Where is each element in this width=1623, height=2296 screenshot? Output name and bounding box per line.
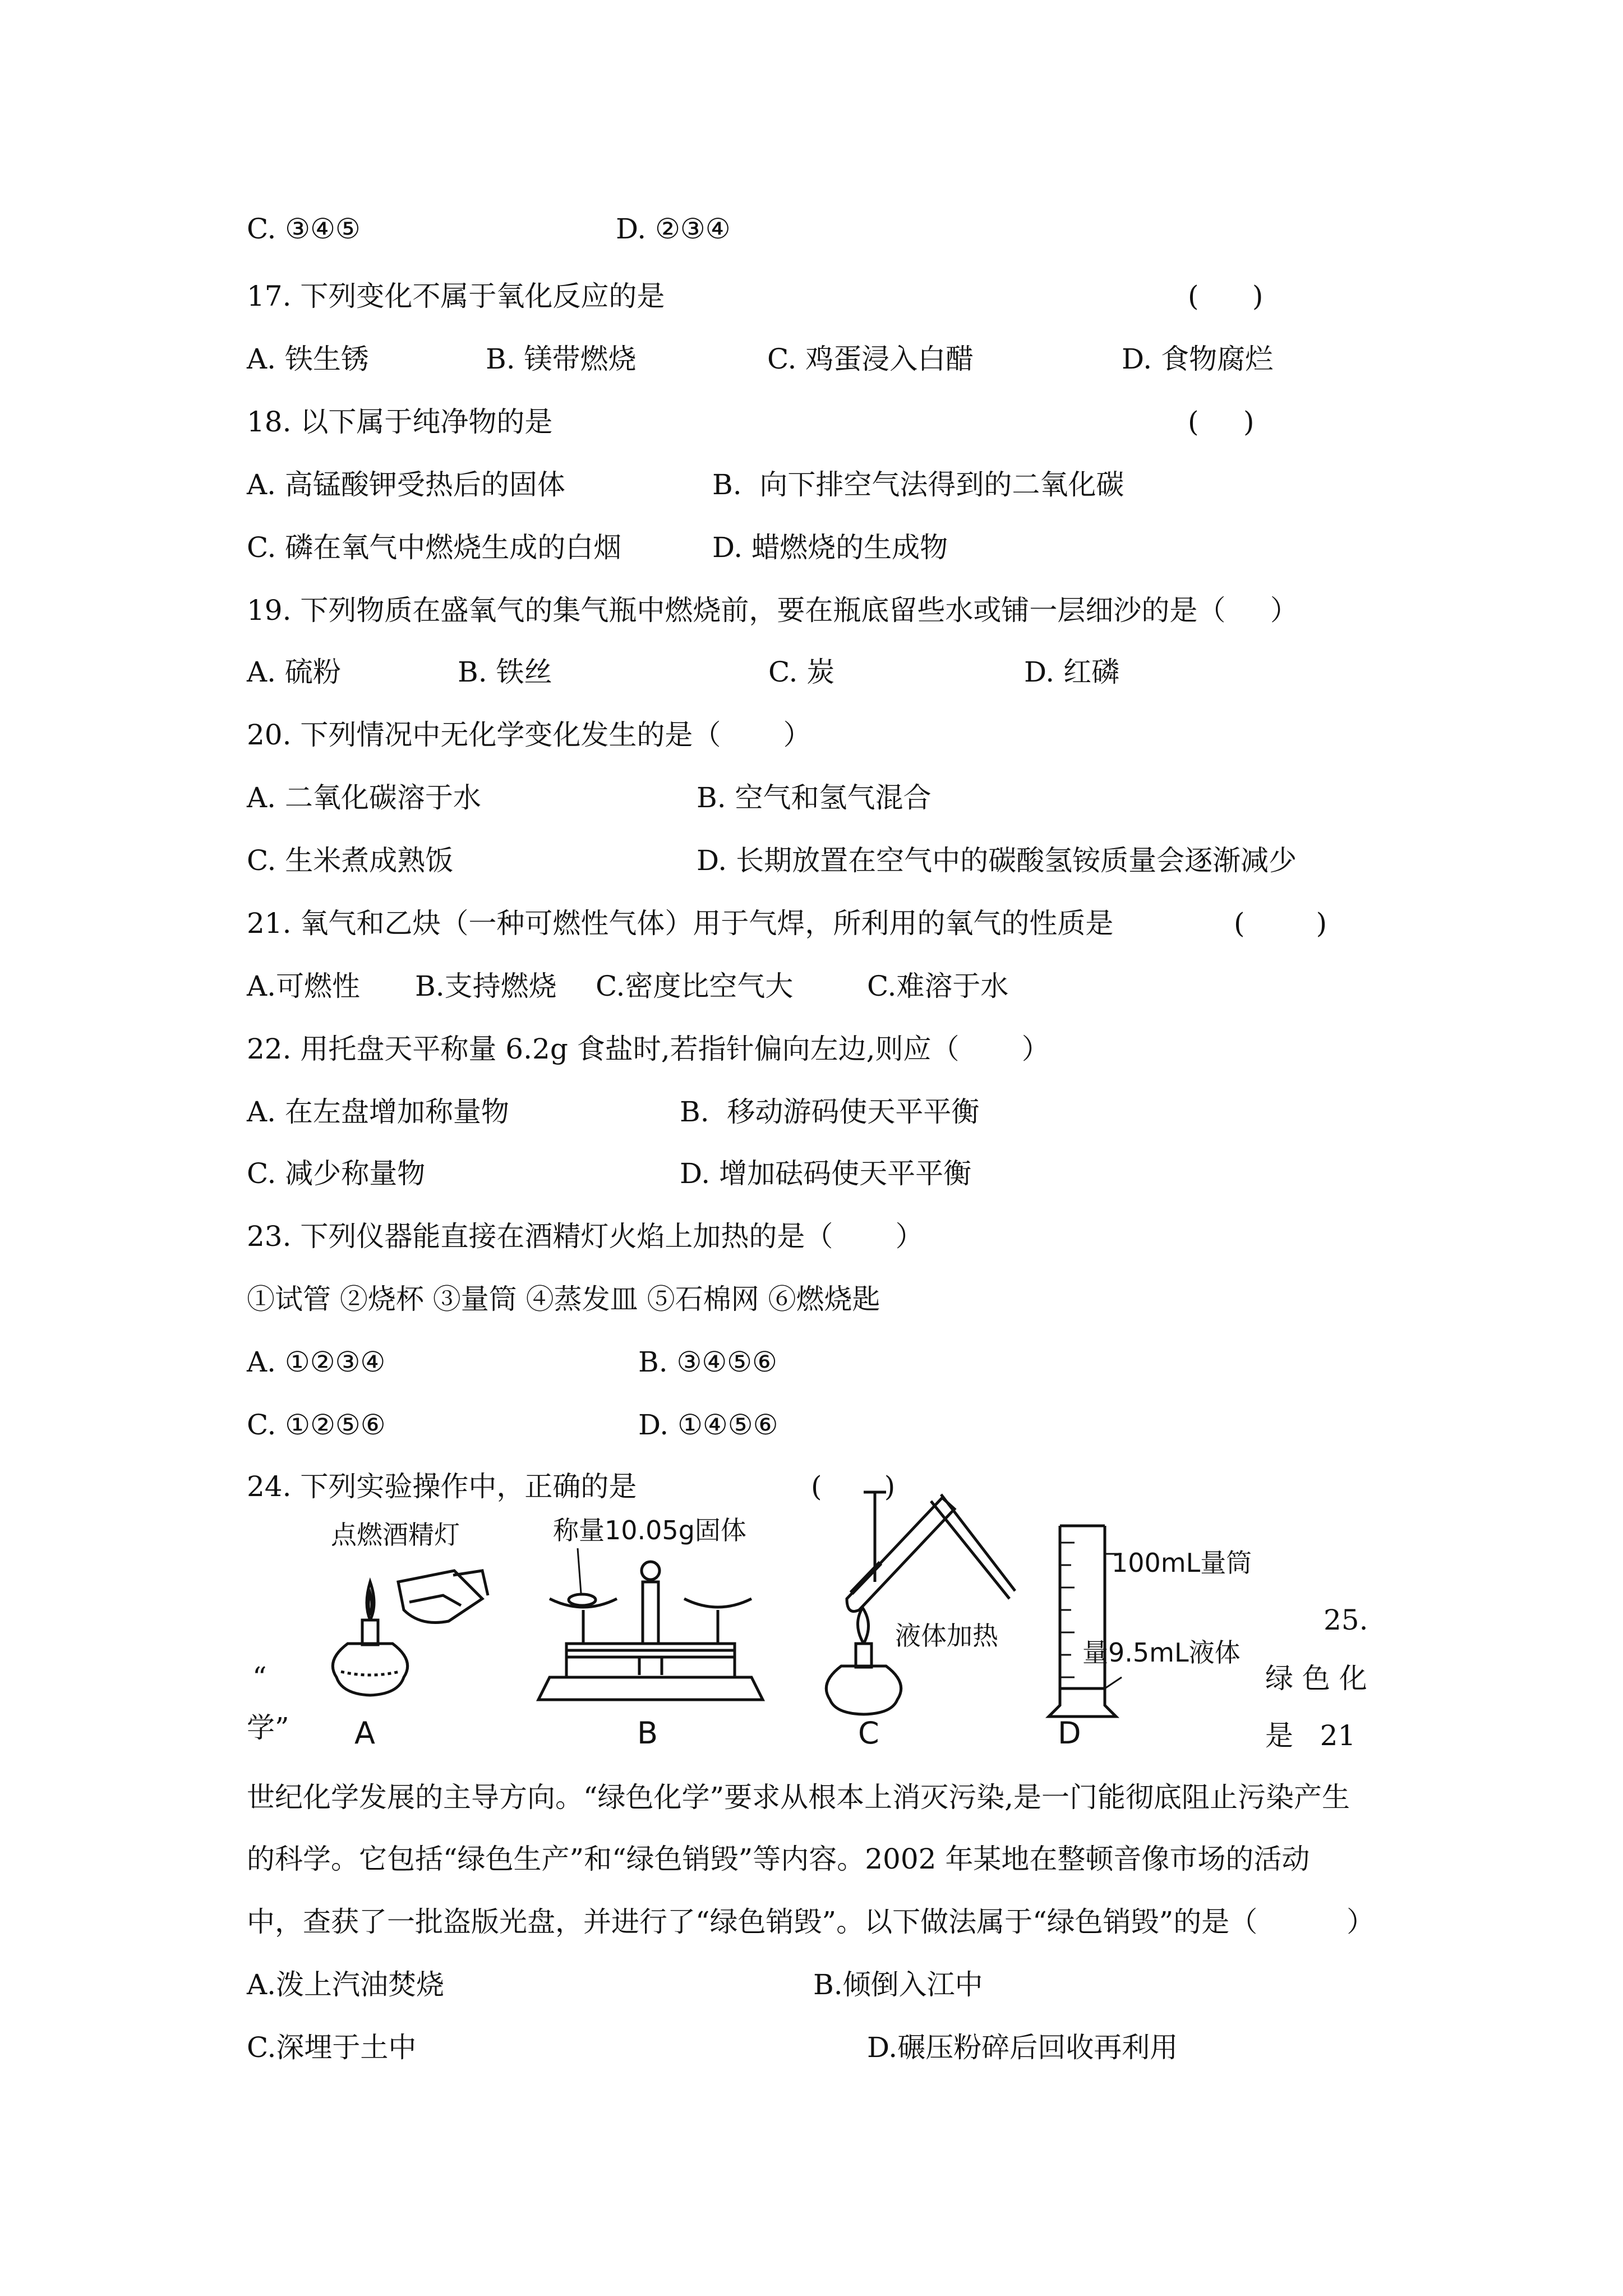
q22-option-c: C. 减少称量物: [247, 1157, 426, 1190]
q18-answer-paren: ( ): [1188, 406, 1255, 438]
q20-option-b: B. 空气和氢气混合: [697, 781, 932, 814]
q25-body-line-2: 的科学。它包括“绿色生产”和“绿色销毁”等内容。2002 年某地在整顿音像市场的活动: [247, 1843, 1310, 1875]
balance-scale-icon: [533, 1548, 774, 1717]
q23-option-b: B. ③④⑤⑥: [638, 1346, 777, 1378]
q25-number: 25.: [1324, 1604, 1368, 1636]
q19-option-c: C. 炭: [768, 656, 835, 688]
q24-stem: 24. 下列实验操作中，正确的是: [247, 1470, 637, 1503]
figure-label-c: C: [858, 1715, 879, 1751]
q23-stem: 23. 下列仪器能直接在酒精灯火焰上加热的是（ ）: [247, 1220, 924, 1253]
figure-label-a: A: [354, 1715, 375, 1751]
q25-option-b: B.倾倒入江中: [813, 1968, 983, 2001]
q20-option-d: D. 长期放置在空气中的碳酸氢铵质量会逐渐减少: [697, 844, 1297, 877]
q18-option-a: A. 高锰酸钾受热后的固体: [247, 468, 565, 501]
q18-option-d: D. 蜡燃烧的生成物: [712, 531, 948, 564]
q23-option-c: C. ①②⑤⑥: [247, 1409, 386, 1441]
q25-option-d: D.碾压粉碎后回收再利用: [867, 2031, 1178, 2064]
q17-option-b: B. 镁带燃烧: [486, 343, 637, 375]
q22-stem: 22. 用托盘天平称量 6.2g 食盐时,若指针偏向左边,则应（ ）: [247, 1033, 1050, 1065]
q19-option-d: D. 红磷: [1024, 656, 1120, 688]
q25-body-line-3: 中，查获了一批盗版光盘，并进行了“绿色销毁”。以下做法属于“绿色销毁”的是（ ）: [247, 1906, 1375, 1938]
figure-d-caption-cylinder: 100mL量筒: [1112, 1548, 1252, 1578]
q25-quote-open: “: [252, 1661, 267, 1694]
q24-answer-paren: ( ): [811, 1470, 896, 1503]
q19-stem: 19. 下列物质在盛氧气的集气瓶中燃烧前，要在瓶底留些水或铺一层细沙的是（ ）: [247, 594, 1298, 627]
q17-stem: 17. 下列变化不属于氧化反应的是: [247, 280, 665, 312]
q25-quote-close: 学”: [247, 1711, 289, 1744]
graduated-cylinder-icon: [1043, 1520, 1122, 1722]
q25-option-c: C.深埋于土中: [247, 2031, 417, 2064]
q25-wrap-line-1: 绿 色 化: [1265, 1662, 1367, 1695]
q23-option-a: A. ①②③④: [247, 1346, 386, 1378]
q20-option-a: A. 二氧化碳溶于水: [247, 781, 481, 814]
q17-option-d: D. 食物腐烂: [1122, 343, 1274, 375]
alcohol-lamp-lighting-icon: [314, 1548, 505, 1717]
q21-option-b: B.支持燃烧: [415, 970, 557, 1002]
q22-option-a: A. 在左盘增加称量物: [247, 1096, 509, 1128]
figure-a-caption: 点燃酒精灯: [331, 1520, 460, 1550]
q22-option-d: D. 增加砝码使天平平衡: [680, 1157, 972, 1190]
q16-option-d: D. ②③④: [616, 213, 731, 245]
q17-option-c: C. 鸡蛋浸入白醋: [767, 343, 974, 375]
q18-option-b: B. 向下排空气法得到的二氧化碳: [712, 468, 1124, 501]
q22-option-b: B. 移动游码使天平平衡: [680, 1096, 980, 1128]
q21-answer-paren: ( ): [1234, 907, 1327, 940]
q21-option-c: C.密度比空气大: [596, 970, 794, 1002]
figure-label-d: D: [1058, 1715, 1081, 1751]
q19-option-a: A. 硫粉: [247, 656, 341, 688]
q21-option-d: C.难溶于水: [867, 970, 1009, 1002]
figure-c-caption: 液体加热: [895, 1621, 998, 1651]
q25-option-a: A.泼上汽油焚烧: [247, 1968, 445, 2001]
test-tube-heating-icon: [808, 1481, 1032, 1717]
q20-option-c: C. 生米煮成熟饭: [247, 844, 454, 877]
figure-d-caption-volume: 量9.5mL液体: [1082, 1637, 1241, 1668]
q23-items: ①试管 ②烧杯 ③量筒 ④蒸发皿 ⑤石棉网 ⑥燃烧匙: [247, 1283, 880, 1315]
q25-body-line-1: 世纪化学发展的主导方向。“绿色化学”要求从根本上消灭污染,是一门能彻底阻止污染产生: [247, 1781, 1350, 1814]
q18-stem: 18. 以下属于纯净物的是: [247, 406, 553, 438]
q21-option-a: A.可燃性: [247, 970, 361, 1002]
q17-answer-paren: ( ): [1188, 280, 1264, 312]
q21-stem: 21. 氧气和乙炔（一种可燃性气体）用于气焊，所利用的氧气的性质是: [247, 907, 1114, 940]
q18-option-c: C. 磷在氧气中燃烧生成的白烟: [247, 531, 622, 564]
q17-option-a: A. 铁生锈: [247, 343, 369, 375]
q20-stem: 20. 下列情况中无化学变化发生的是（ ）: [247, 719, 811, 751]
q25-wrap-line-2: 是 21: [1265, 1719, 1356, 1752]
q16-option-c: C. ③④⑤: [247, 213, 361, 245]
q19-option-b: B. 铁丝: [458, 656, 552, 688]
figure-label-b: B: [637, 1715, 658, 1751]
q23-option-d: D. ①④⑤⑥: [638, 1409, 778, 1441]
figure-b-caption: 称量10.05g固体: [553, 1515, 746, 1545]
